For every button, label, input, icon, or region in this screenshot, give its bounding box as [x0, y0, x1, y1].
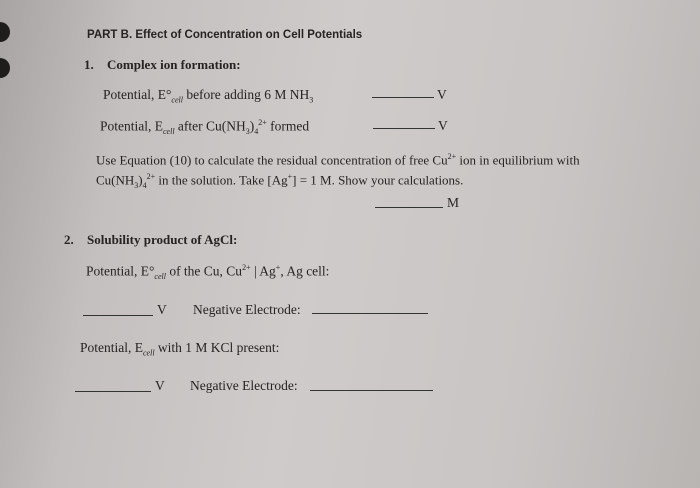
q1-instructions-line1: Use Equation (10) to calculate the residual concentration of free $Cu^{2+}$ ion in equilibrium with [96, 152, 580, 168]
q1-number: 1. [84, 57, 94, 72]
q2-row2-unit: V [155, 378, 165, 393]
q1-concentration-unit: M [447, 195, 460, 210]
q2-row2-electrode-answer-line[interactable] [310, 390, 433, 391]
binder-hole [0, 58, 10, 78]
q2-row1-electrode-label: Negative Electrode: [193, 302, 301, 317]
q2-row1-potential-answer-line[interactable] [83, 315, 153, 316]
q1-concentration-answer-line[interactable] [375, 207, 443, 208]
q1-potential-before-unit: V [437, 87, 447, 102]
q2-potential-kcl-label: Potential, $E_{cell}$ with 1 M KCl present: [80, 340, 280, 358]
q2-number: 2. [64, 232, 74, 247]
binder-hole [0, 22, 10, 42]
q1-potential-after-label: Potential, $E_{cell}$ after $Cu(NH_3)_4^{2+}$ formed [100, 118, 310, 137]
q1-potential-before-label: Potential, $E^\circ_{cell}$ before adding 6 M $NH_3$ [103, 87, 314, 105]
q2-potential-cell-label: Potential, $E^\circ_{cell}$ of the Cu, $Cu^{2+}$ | Ag+, Ag cell: [86, 263, 330, 282]
q2-row1-electrode-answer-line[interactable] [312, 313, 428, 314]
q1-instructions-line2: $Cu(NH_3)_4^{2+}$ in the solution. Take [Ag+] = 1 M. Show your calculations. [96, 172, 464, 191]
q2-row2-potential-answer-line[interactable] [75, 391, 151, 392]
q2-row1-unit: V [157, 302, 167, 317]
q2-title: Solubility product of AgCl: [87, 232, 238, 247]
q1-instructions [96, 148, 616, 194]
q1-potential-after-answer-line[interactable] [373, 128, 435, 129]
q1-title: Complex ion formation: [107, 57, 241, 72]
part-title: PART B. Effect of Concentration on Cell Potentials [87, 29, 363, 41]
q1-potential-before-answer-line[interactable] [372, 97, 434, 98]
q1-potential-after-unit: V [438, 118, 448, 133]
q2-row2-electrode-label: Negative Electrode: [190, 378, 298, 393]
